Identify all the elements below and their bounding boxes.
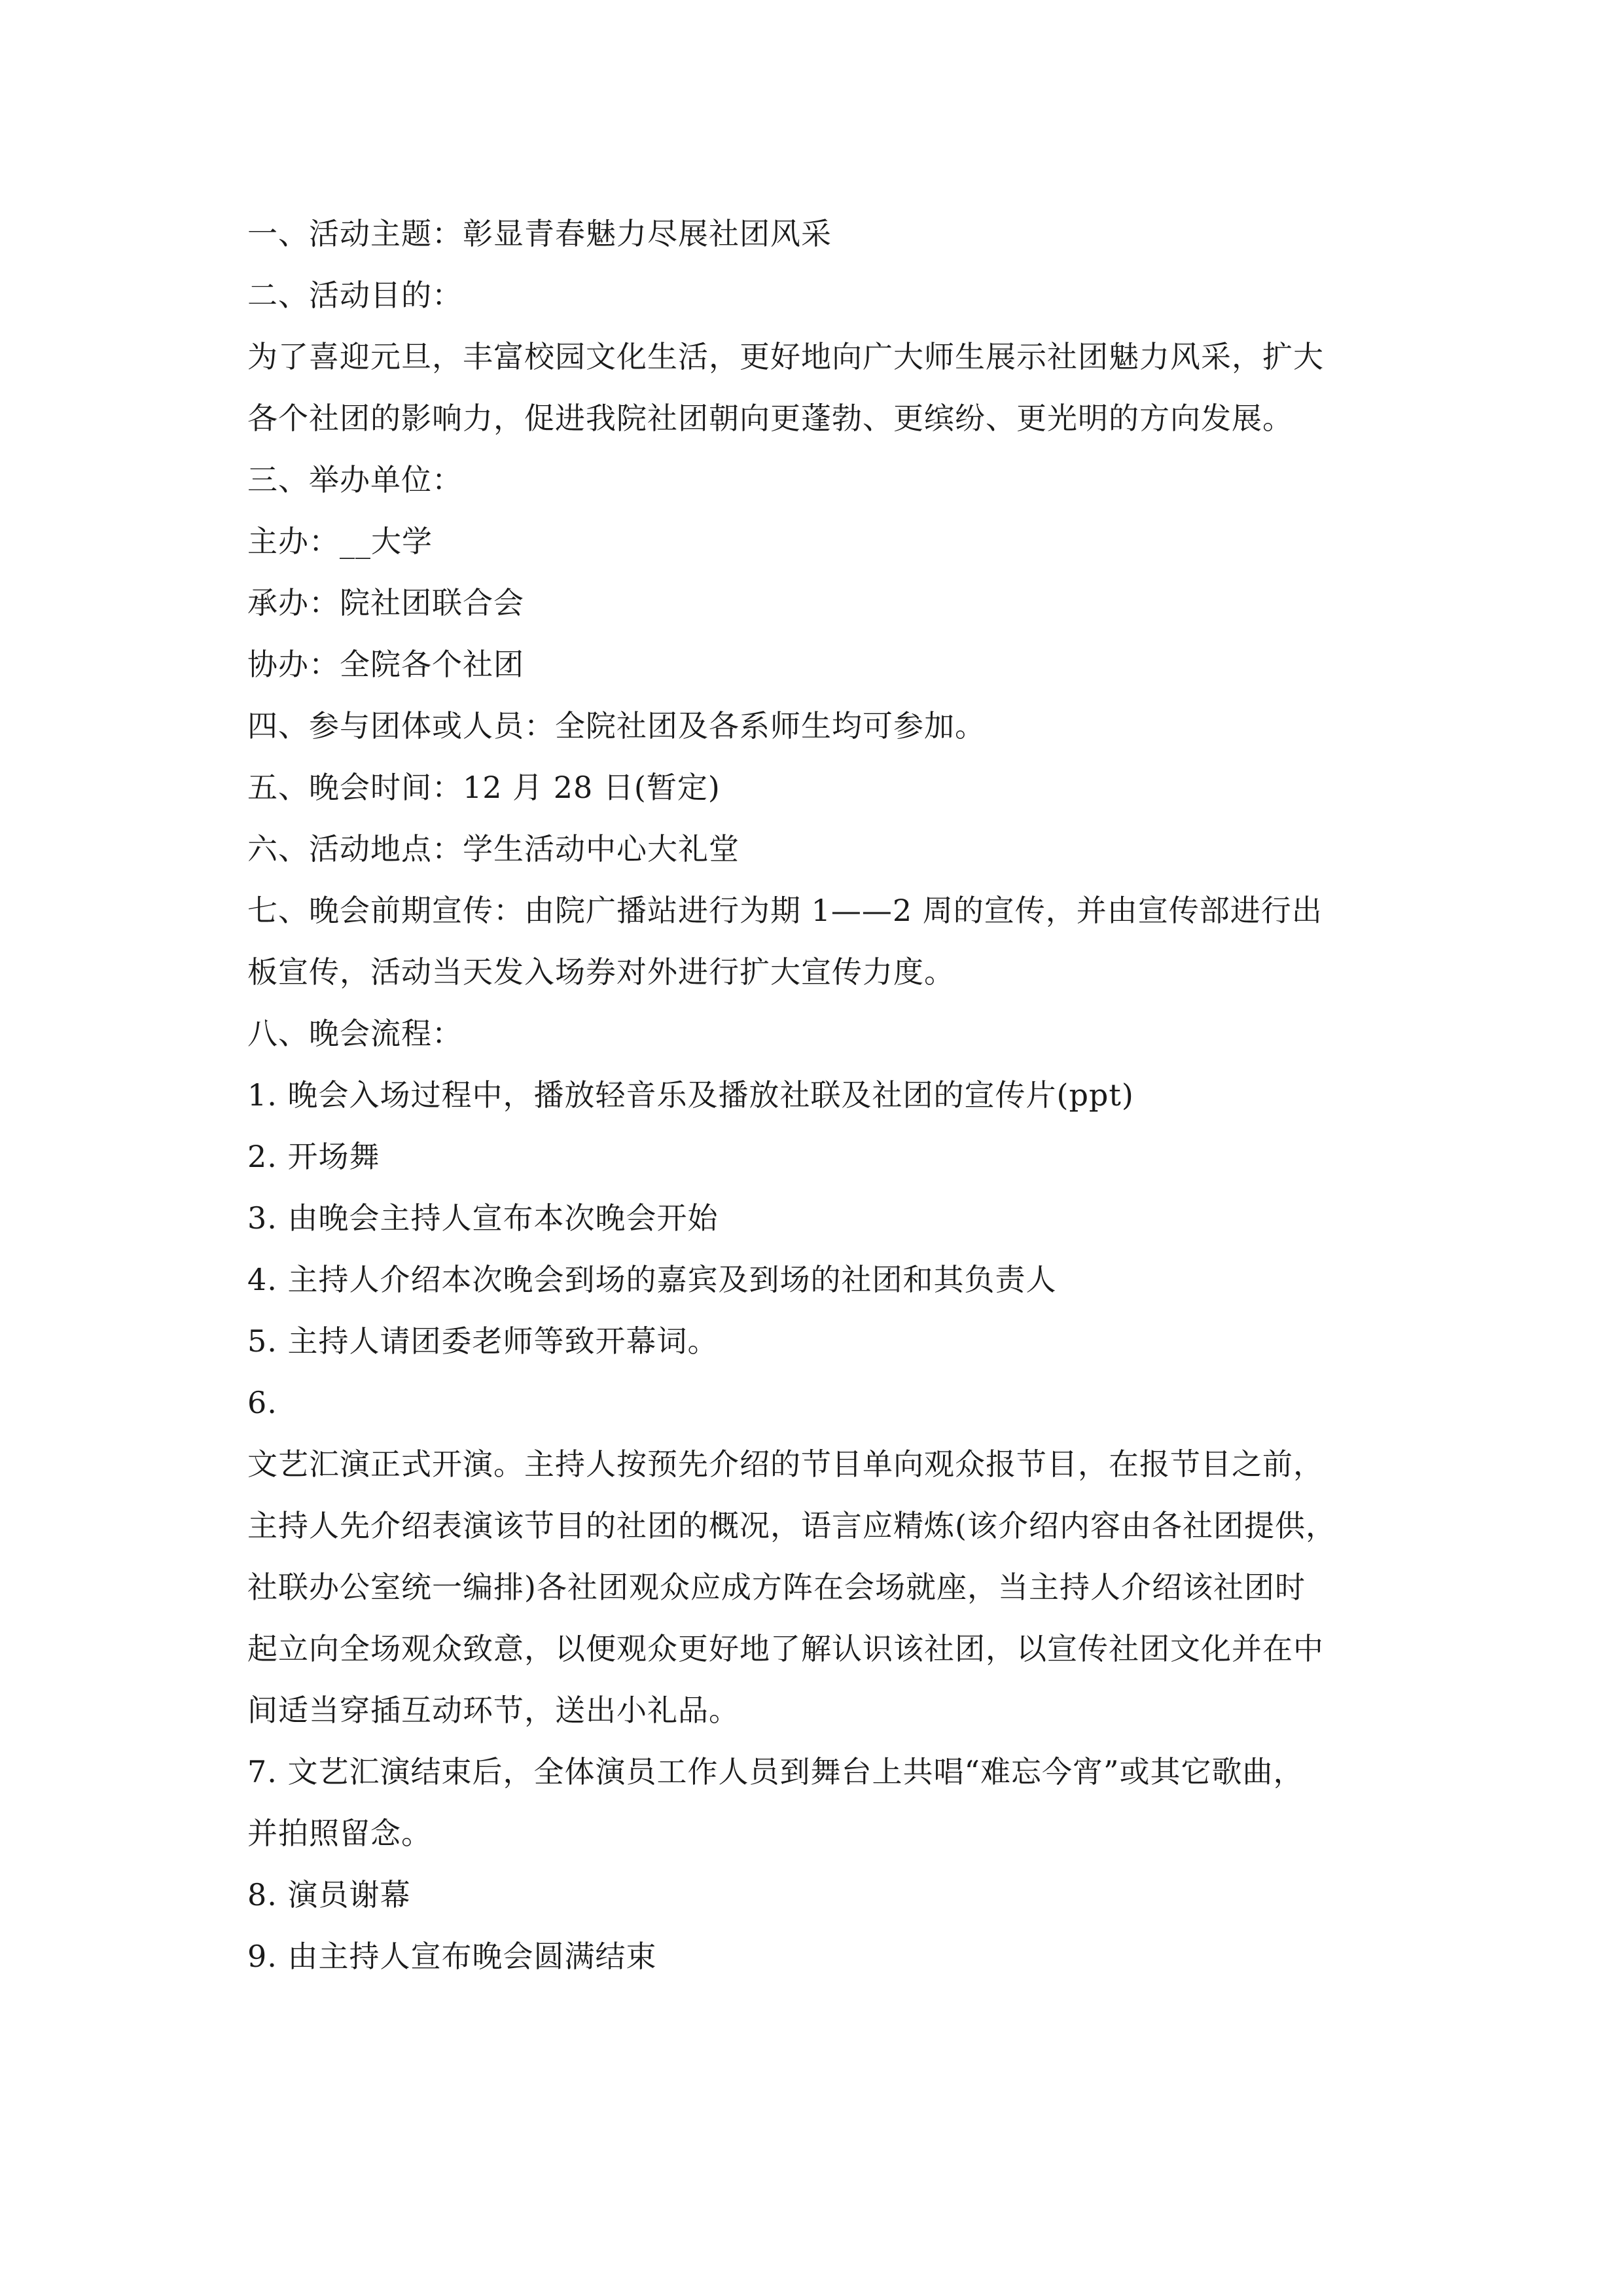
paragraph-line: 为了喜迎元旦，丰富校园文化生活，更好地向广大师生展示社团魅力风采，扩大 — [247, 339, 1324, 374]
event-location-line: 六、活动地点：学生活动中心大礼堂 — [247, 831, 740, 867]
program-item: 5. 主持人请团委老师等致开幕词。 — [247, 1323, 719, 1359]
event-time-line: 五、晚会时间：12 月 28 日(暂定) — [247, 770, 721, 805]
paragraph-line: 社联办公室统一编排)各社团观众应成方阵在会场就座，当主持人介绍该社团时 — [247, 1570, 1306, 1605]
program-heading: 八、晚会流程： — [247, 1016, 463, 1051]
undertaker-line: 承办：院社团联合会 — [247, 585, 524, 620]
program-item: 9. 由主持人宣布晚会圆满结束 — [247, 1939, 657, 1974]
program-item: 4. 主持人介绍本次晚会到场的嘉宾及到场的社团和其负责人 — [247, 1262, 1057, 1297]
co-organizer-line: 协办：全院各个社团 — [247, 647, 524, 682]
paragraph-line: 文艺汇演正式开演。主持人按预先介绍的节目单向观众报节目，在报节目之前， — [247, 1446, 1324, 1482]
program-item: 6. — [247, 1385, 277, 1420]
program-item: 1. 晚会入场过程中，播放轻音乐及播放社联及社团的宣传片(ppt) — [247, 1077, 1134, 1113]
paragraph-line: 间适当穿插互动环节，送出小礼品。 — [247, 1693, 740, 1728]
program-item: 3. 由晚会主持人宣布本次晚会开始 — [247, 1200, 719, 1236]
paragraph-line: 主持人先介绍表演该节目的社团的概况，语言应精炼(该介绍内容由各社团提供， — [247, 1508, 1336, 1543]
host-line: 主办：__大学 — [247, 524, 433, 559]
activity-purpose-heading: 二、活动目的： — [247, 278, 463, 313]
activity-theme-line: 一、活动主题：彰显青春魅力尽展社团风采 — [247, 216, 832, 251]
document-body — [247, 203, 1399, 1987]
organizer-heading: 三、举办单位： — [247, 462, 463, 497]
program-item: 2. 开场舞 — [247, 1139, 380, 1174]
paragraph-line: 起立向全场观众致意，以便观众更好地了解认识该社团，以宣传社团文化并在中 — [247, 1631, 1324, 1666]
paragraph-line: 板宣传，活动当天发入场券对外进行扩大宣传力度。 — [247, 954, 955, 990]
paragraph-line: 并拍照留念。 — [247, 1816, 432, 1851]
program-item: 8. 演员谢幕 — [247, 1877, 411, 1912]
participants-line: 四、参与团体或人员：全院社团及各系师生均可参加。 — [247, 708, 986, 744]
paragraph-line: 各个社团的影响力，促进我院社团朝向更蓬勃、更缤纷、更光明的方向发展。 — [247, 401, 1293, 436]
program-item: 7. 文艺汇演结束后，全体演员工作人员到舞台上共唱“难忘今宵”或其它歌曲， — [247, 1754, 1304, 1789]
publicity-line: 七、晚会前期宣传：由院广播站进行为期 1——2 周的宣传，并由宣传部进行出 — [247, 893, 1323, 928]
